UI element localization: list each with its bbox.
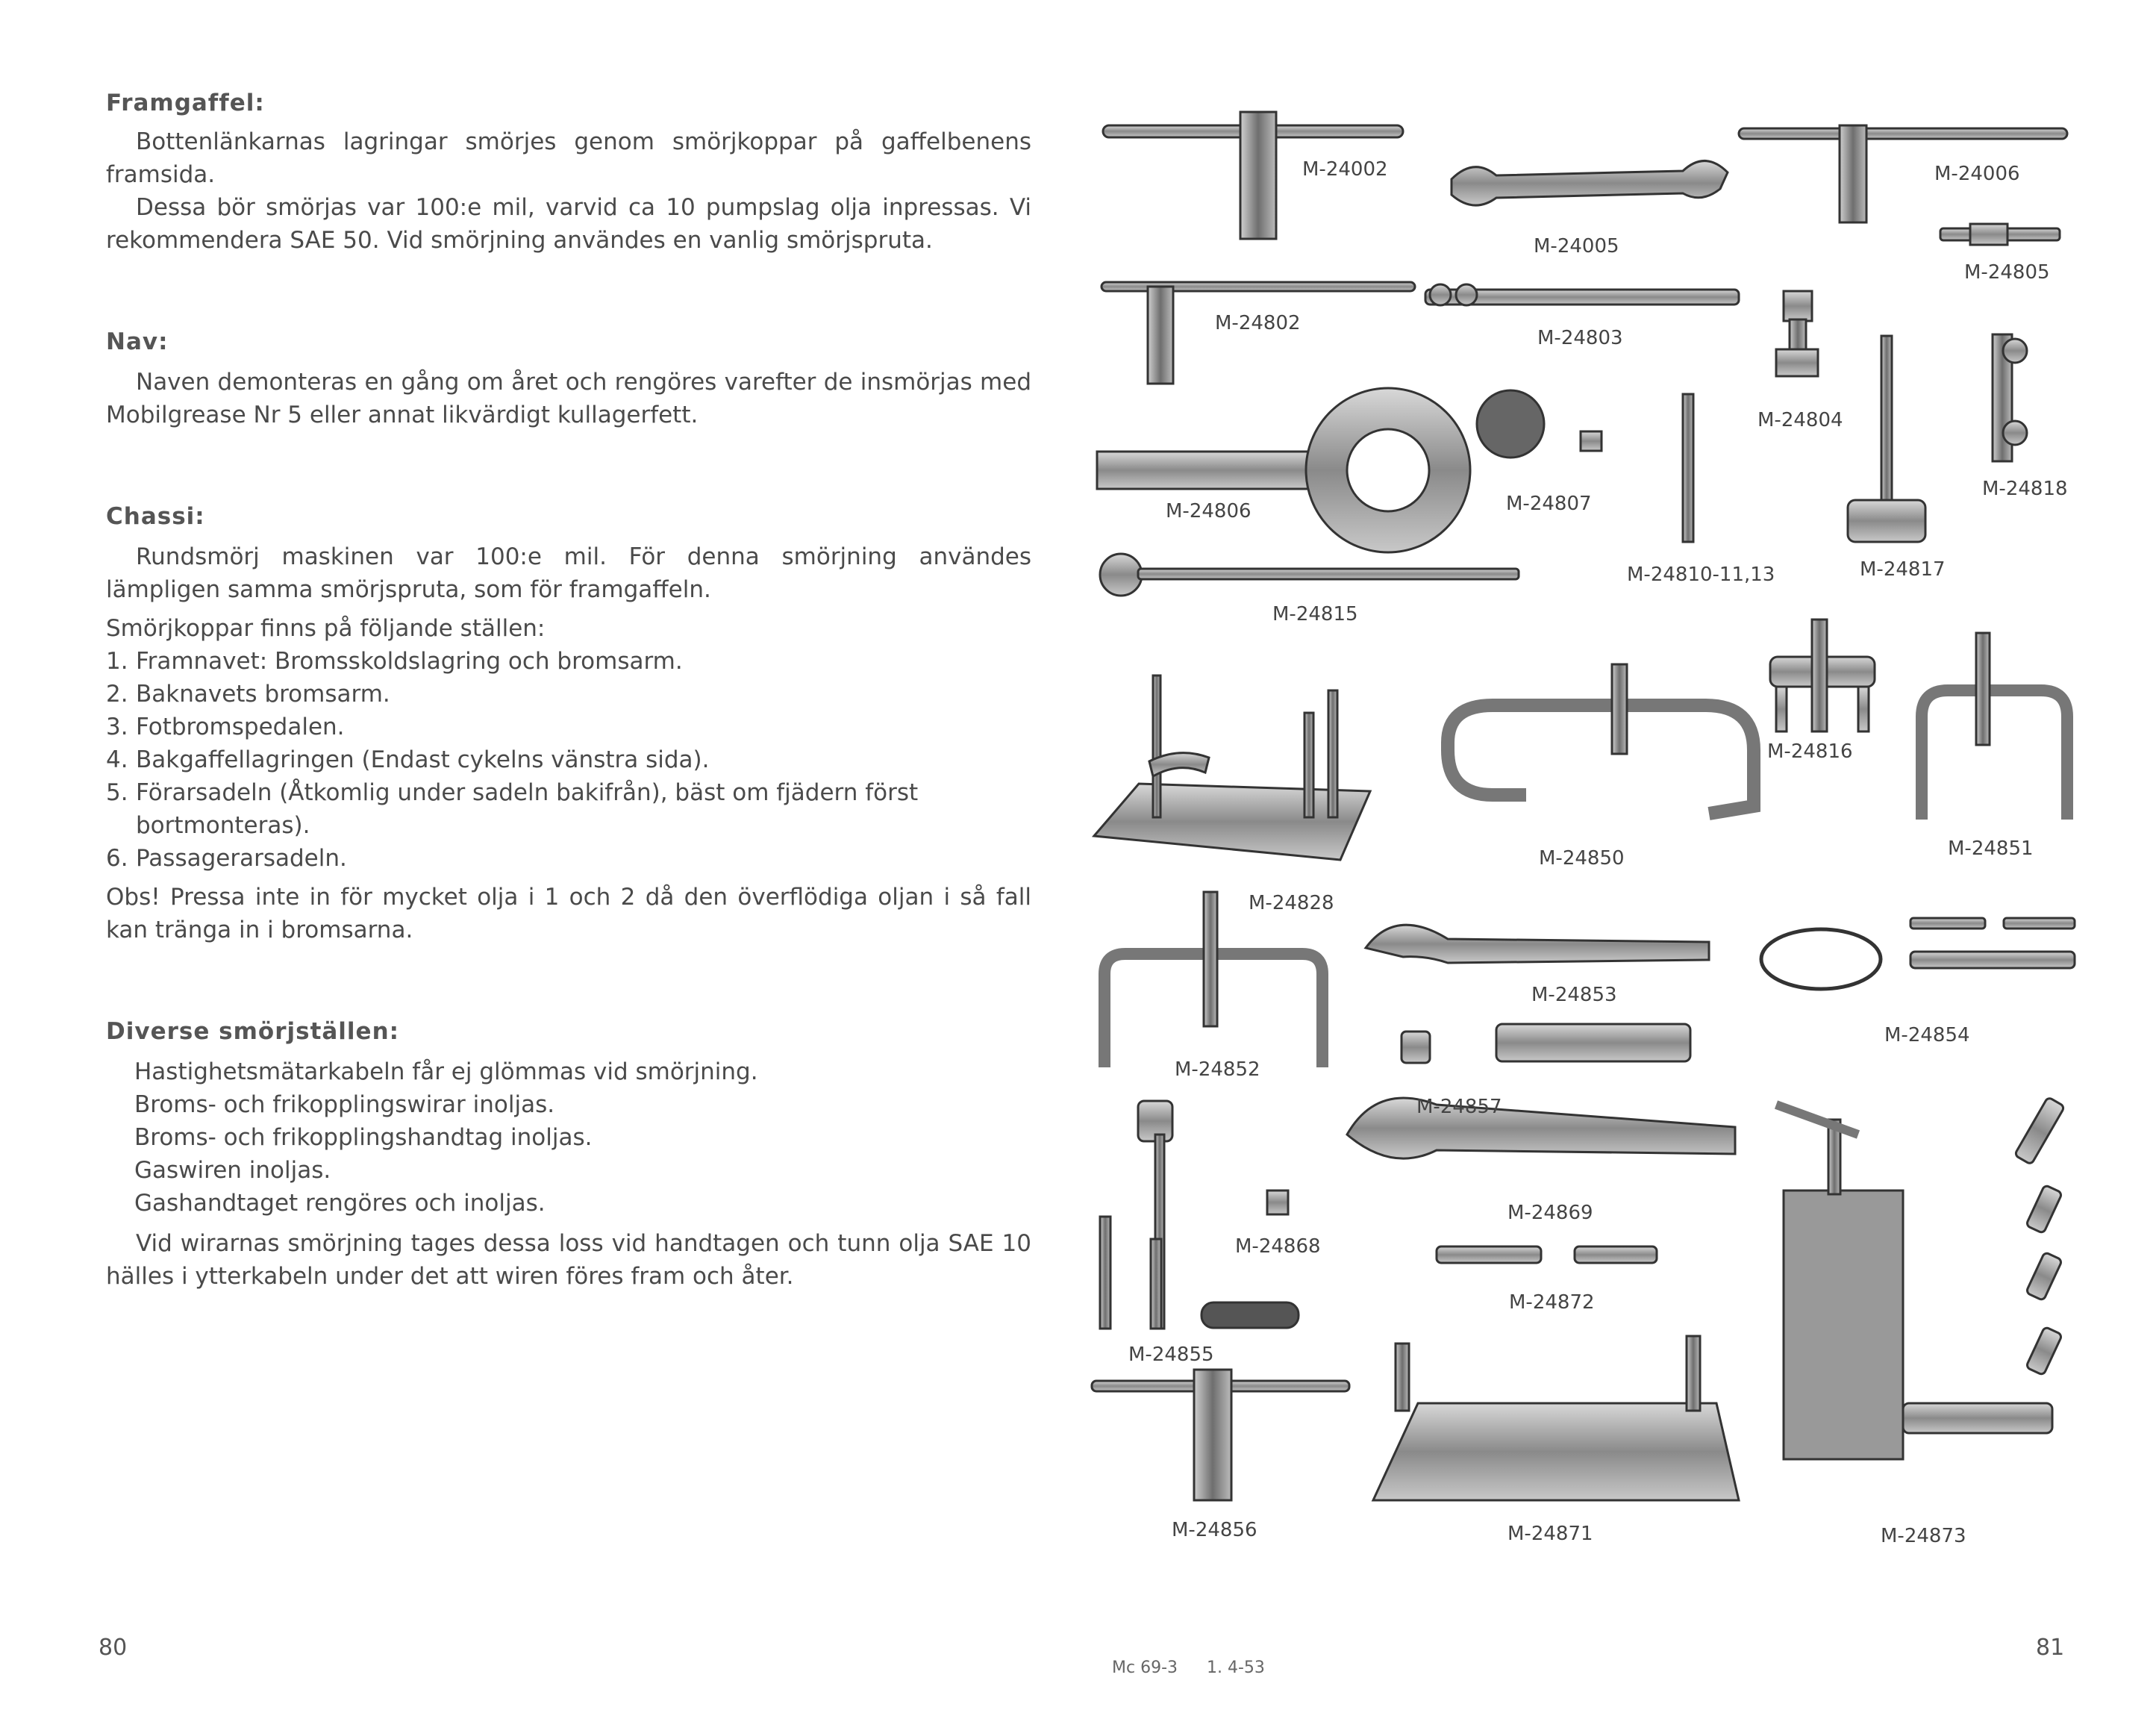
diverse-line: Hastighetsmätarkabeln får ej glömmas vid smörjning. xyxy=(134,1058,758,1085)
label-m24818: M-24818 xyxy=(1982,478,2068,500)
label-m24805: M-24805 xyxy=(1964,261,2050,284)
label-m24806: M-24806 xyxy=(1166,500,1252,522)
tool-m24853-icon xyxy=(1366,925,1709,963)
label-m24817: M-24817 xyxy=(1860,558,1946,581)
framgaffel-p1: Bottenlänkarnas lagringar smörjes genom smörjkoppar på gaffelbenens framsida. xyxy=(106,128,1031,188)
heading-framgaffel: Framgaffel: xyxy=(106,90,265,116)
label-m24815: M-24815 xyxy=(1272,603,1358,625)
tool-m24851-icon xyxy=(1922,690,2067,820)
label-m24851: M-24851 xyxy=(1948,837,2034,860)
label-m24850: M-24850 xyxy=(1539,847,1625,870)
label-m24810: M-24810-11,13 xyxy=(1627,564,1775,586)
list-item: 5. Förarsadeln (Åtkomlig under sadeln bakifrån), bäst om fjädern först bortmonteras). xyxy=(106,779,919,839)
list-item: 1. Framnavet: Bromsskoldslagring och bromsarm. xyxy=(106,648,683,675)
label-m24804: M-24804 xyxy=(1757,409,1843,431)
label-m24002: M-24002 xyxy=(1302,158,1388,181)
tool-m24871-icon xyxy=(1373,1336,1739,1500)
tool-m24850-icon xyxy=(1448,705,1754,814)
m24851-screw-icon xyxy=(1976,633,1990,745)
tool-m24872-icon xyxy=(1437,1246,1657,1263)
footer-date: 1. 4-53 xyxy=(1207,1658,1265,1677)
label-m24006: M-24006 xyxy=(1934,163,2020,185)
tool-m24856-icon xyxy=(1092,1370,1349,1500)
label-m24871: M-24871 xyxy=(1507,1523,1593,1545)
tool-m24803-icon xyxy=(1425,284,1739,305)
heading-nav: Nav: xyxy=(106,328,169,355)
tool-m24816-icon xyxy=(1770,620,1875,731)
chassi-obs: Obs! Pressa inte in för mycket olja i 1 och 2 då den överflödiga oljan i så fall kan tränga in i bromsarna. xyxy=(106,884,1031,943)
label-m24856: M-24856 xyxy=(1172,1519,1257,1541)
tool-m24854-icon xyxy=(1761,918,2075,989)
label-m24853: M-24853 xyxy=(1531,984,1617,1006)
heading-diverse: Diverse smörjställen: xyxy=(106,1018,400,1045)
label-m24855: M-24855 xyxy=(1128,1344,1214,1366)
tool-m24804-icon xyxy=(1776,291,1818,376)
nav-p1: Naven demonteras en gång om året och rengöres varefter de insmörjas med Mobilgrease Nr 5 eller annat likvärdigt kullagerfett. xyxy=(106,369,1031,428)
label-m24852: M-24852 xyxy=(1175,1058,1260,1081)
tool-m24807-icon xyxy=(1477,390,1602,458)
tool-m24869-icon xyxy=(1347,1098,1735,1158)
list-item: 2. Baknavets bromsarm. xyxy=(106,681,390,708)
framgaffel-p2: Dessa bör smörjas var 100:e mil, varvid ca 10 pumpslag olja inpressas. Vi rekommendera SAE 50. Vid smörjning användes en vanlig smörjspruta. xyxy=(106,194,1031,254)
label-m24869: M-24869 xyxy=(1507,1202,1593,1224)
label-m24816: M-24816 xyxy=(1767,740,1853,763)
tool-m24857-icon xyxy=(1402,1024,1690,1063)
chassi-p2: Smörjkoppar finns på följande ställen: xyxy=(106,615,546,642)
page-number-right: 81 xyxy=(2036,1635,2065,1661)
label-m24802: M-24802 xyxy=(1215,312,1301,334)
diverse-line: Gashandtaget rengöres och inoljas. xyxy=(134,1190,546,1217)
tool-m24805-icon xyxy=(1940,224,2060,245)
diverse-line: Broms- och frikopplingswirar inoljas. xyxy=(134,1091,555,1118)
diverse-p-last: Vid wirarnas smörjning tages dessa loss vid handtagen och tunn olja SAE 10 hälles i ytterkabeln under det att wiren föres fram och åter. xyxy=(106,1230,1031,1290)
label-m24807: M-24807 xyxy=(1506,493,1592,515)
label-m24828: M-24828 xyxy=(1249,892,1334,914)
label-m24854: M-24854 xyxy=(1884,1024,1970,1046)
tool-m24873-icon xyxy=(1776,1105,2052,1459)
tool-m24817-icon xyxy=(1848,336,1925,542)
tool-m24005-icon xyxy=(1452,160,1728,205)
m24850-screw-icon xyxy=(1612,664,1627,754)
tool-m24828-icon xyxy=(1094,675,1370,860)
label-m24803: M-24803 xyxy=(1537,327,1623,349)
tool-m24806-icon xyxy=(1097,388,1470,552)
heading-chassi: Chassi: xyxy=(106,503,205,530)
footer-code: Mc 69-3 xyxy=(1112,1658,1178,1677)
tool-m24818-icon xyxy=(1993,334,2027,461)
chassi-p1: Rundsmörj maskinen var 100:e mil. För denna smörjning användes lämpligen samma smörjspruta, som för framgaffeln. xyxy=(106,543,1031,603)
tool-m24810-icon xyxy=(1683,394,1693,542)
tool-m24868-icon xyxy=(1267,1191,1288,1214)
label-m24873: M-24873 xyxy=(1881,1525,1966,1547)
m24852-screw-icon xyxy=(1204,892,1217,1026)
label-m24857: M-24857 xyxy=(1416,1096,1502,1118)
label-m24872: M-24872 xyxy=(1509,1291,1595,1314)
diverse-line: Gaswiren inoljas. xyxy=(134,1157,331,1184)
page-number-left: 80 xyxy=(99,1635,128,1661)
label-m24005: M-24005 xyxy=(1534,235,1619,258)
list-item: 4. Bakgaffellagringen (Endast cykelns vänstra sida). xyxy=(106,746,710,773)
diverse-line: Broms- och frikopplingshandtag inoljas. xyxy=(134,1124,593,1151)
list-item: 6. Passagerarsadeln. xyxy=(106,845,347,872)
tool-m24815-icon xyxy=(1100,554,1519,596)
tool-pins-column-icon xyxy=(2014,1097,2065,1376)
list-item: 3. Fotbromspedalen. xyxy=(106,714,345,740)
label-m24868: M-24868 xyxy=(1235,1235,1321,1258)
